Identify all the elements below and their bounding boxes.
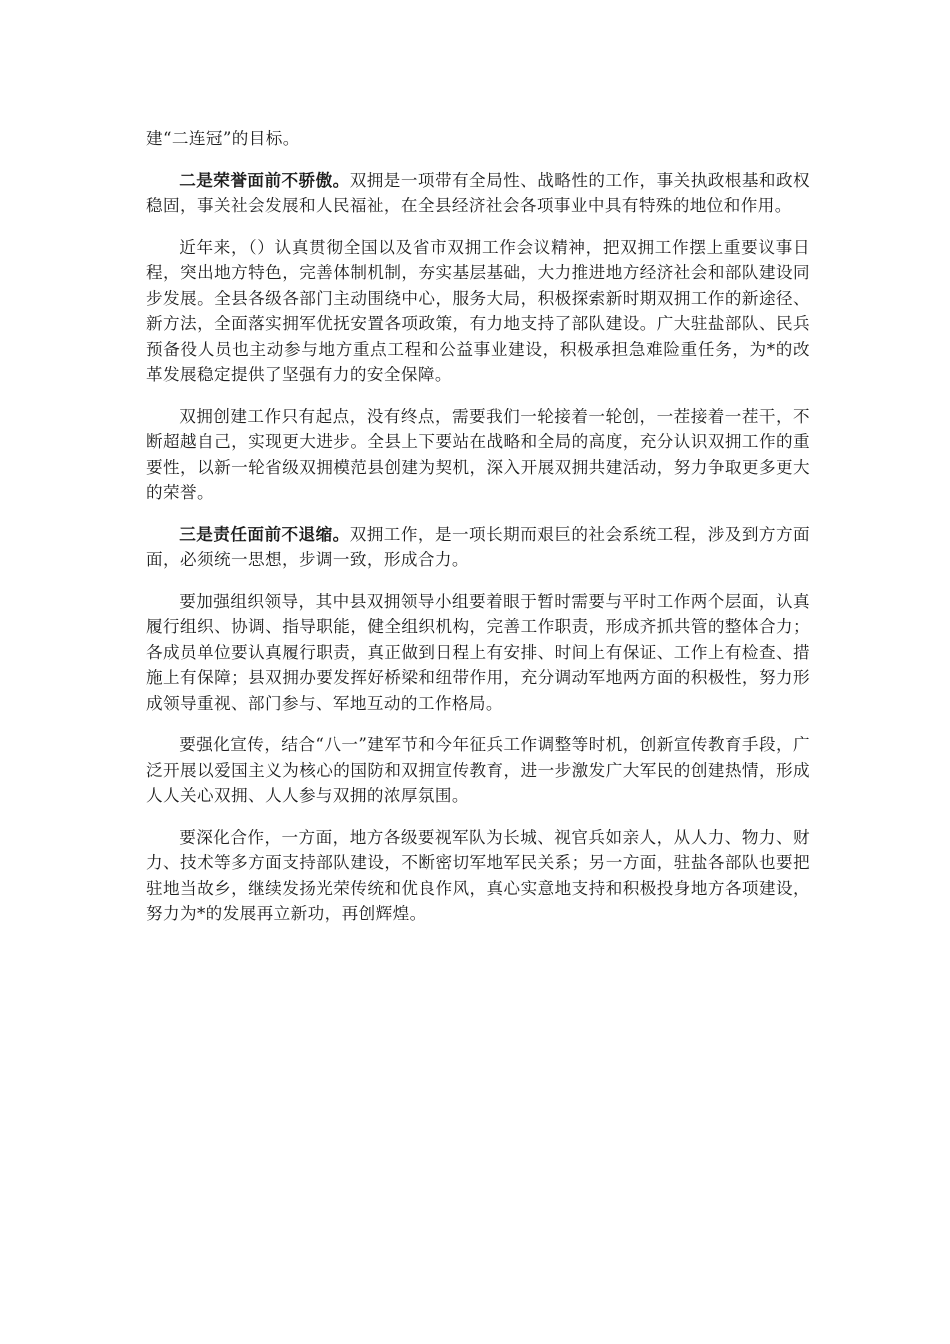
paragraph-text: 双拥是一项带有全局性、战略性的工作，事关执政根基和政权稳固，事关社会发展和人民福祉，在全县经济社会各项事业中具有特殊的地位和作用。 [146,170,810,215]
paragraph-recent-years [146,235,810,388]
paragraph-text: 要深化合作，一方面，地方各级要视军队为长城、视官兵如亲人，从人力、物力、财力、技术等多方面支持部队建设，不断密切军地军民关系；另一方面，驻盐各部队也要把驻地当故乡，继续发扬光荣传统和优良作风，真心实意地支持和积极投身地方各项建设，努力为*的发展再立新功，再创辉煌。 [146,827,810,923]
paragraph-lead: 三是责任面前不退缩。 [179,523,350,544]
paragraph-responsibility [146,522,810,573]
paragraph-text: 近年来，（）认真贯彻全国以及省市双拥工作会议精神，把双拥工作摆上重要议事日程，突出地方特色，完善体制机制，夯实基层基础，大力推进地方经济社会和部队建设同步发展。全县各级各部门主动围绕中心，服务大局，积极探索新时期双拥工作的新途径、新方法，全面落实拥军优抚安置各项政策，有力地支持了部队建设。广大驻盐部队、民兵预备役人员也主动参与地方重点工程和公益事业建设，积极承担急难险重任务，为*的改革发展稳定提供了坚强有力的安全保障。 [146,237,810,384]
document-page [146,126,810,943]
paragraph-cooperation [146,825,810,927]
paragraph-organization [146,589,810,717]
paragraph-text: 建“二连冠”的目标。 [146,129,300,148]
paragraph-honor [146,168,810,219]
paragraph-continuation [146,126,810,152]
paragraph-text: 双拥工作，是一项长期而艰巨的社会系统工程，涉及到方方面面，必须统一思想，步调一致，形成合力。 [146,524,810,569]
paragraph-creation-work [146,404,810,506]
paragraph-text: 要强化宣传，结合“八一”建军节和今年征兵工作调整等时机，创新宣传教育手段，广泛开展以爱国主义为核心的国防和双拥宣传教育，进一步激发广大军民的创建热情，形成人人关心双拥、人人参与双拥的浓厚氛围。 [146,735,810,805]
paragraph-text: 要加强组织领导，其中县双拥领导小组要着眼于暂时需要与平时工作两个层面，认真履行组织、协调、指导职能，健全组织机构，完善工作职责，形成齐抓共管的整体合力；各成员单位要认真履行职责，真正做到日程上有安排、时间上有保证、工作上有检查、措施上有保障；县双拥办要发挥好桥梁和纽带作用，充分调动军地两方面的积极性，努力形成领导重视、部门参与、军地互动的工作格局。 [146,591,810,713]
paragraph-text: 双拥创建工作只有起点，没有终点，需要我们一轮接着一轮创，一茬接着一茬干，不断超越自己，实现更大进步。全县上下要站在战略和全局的高度，充分认识双拥工作的重要性，以新一轮省级双拥模范县创建为契机，深入开展双拥共建活动，努力争取更多更大的荣誉。 [146,406,810,502]
paragraph-lead: 二是荣誉面前不骄傲。 [179,169,350,190]
paragraph-publicity [146,732,810,809]
